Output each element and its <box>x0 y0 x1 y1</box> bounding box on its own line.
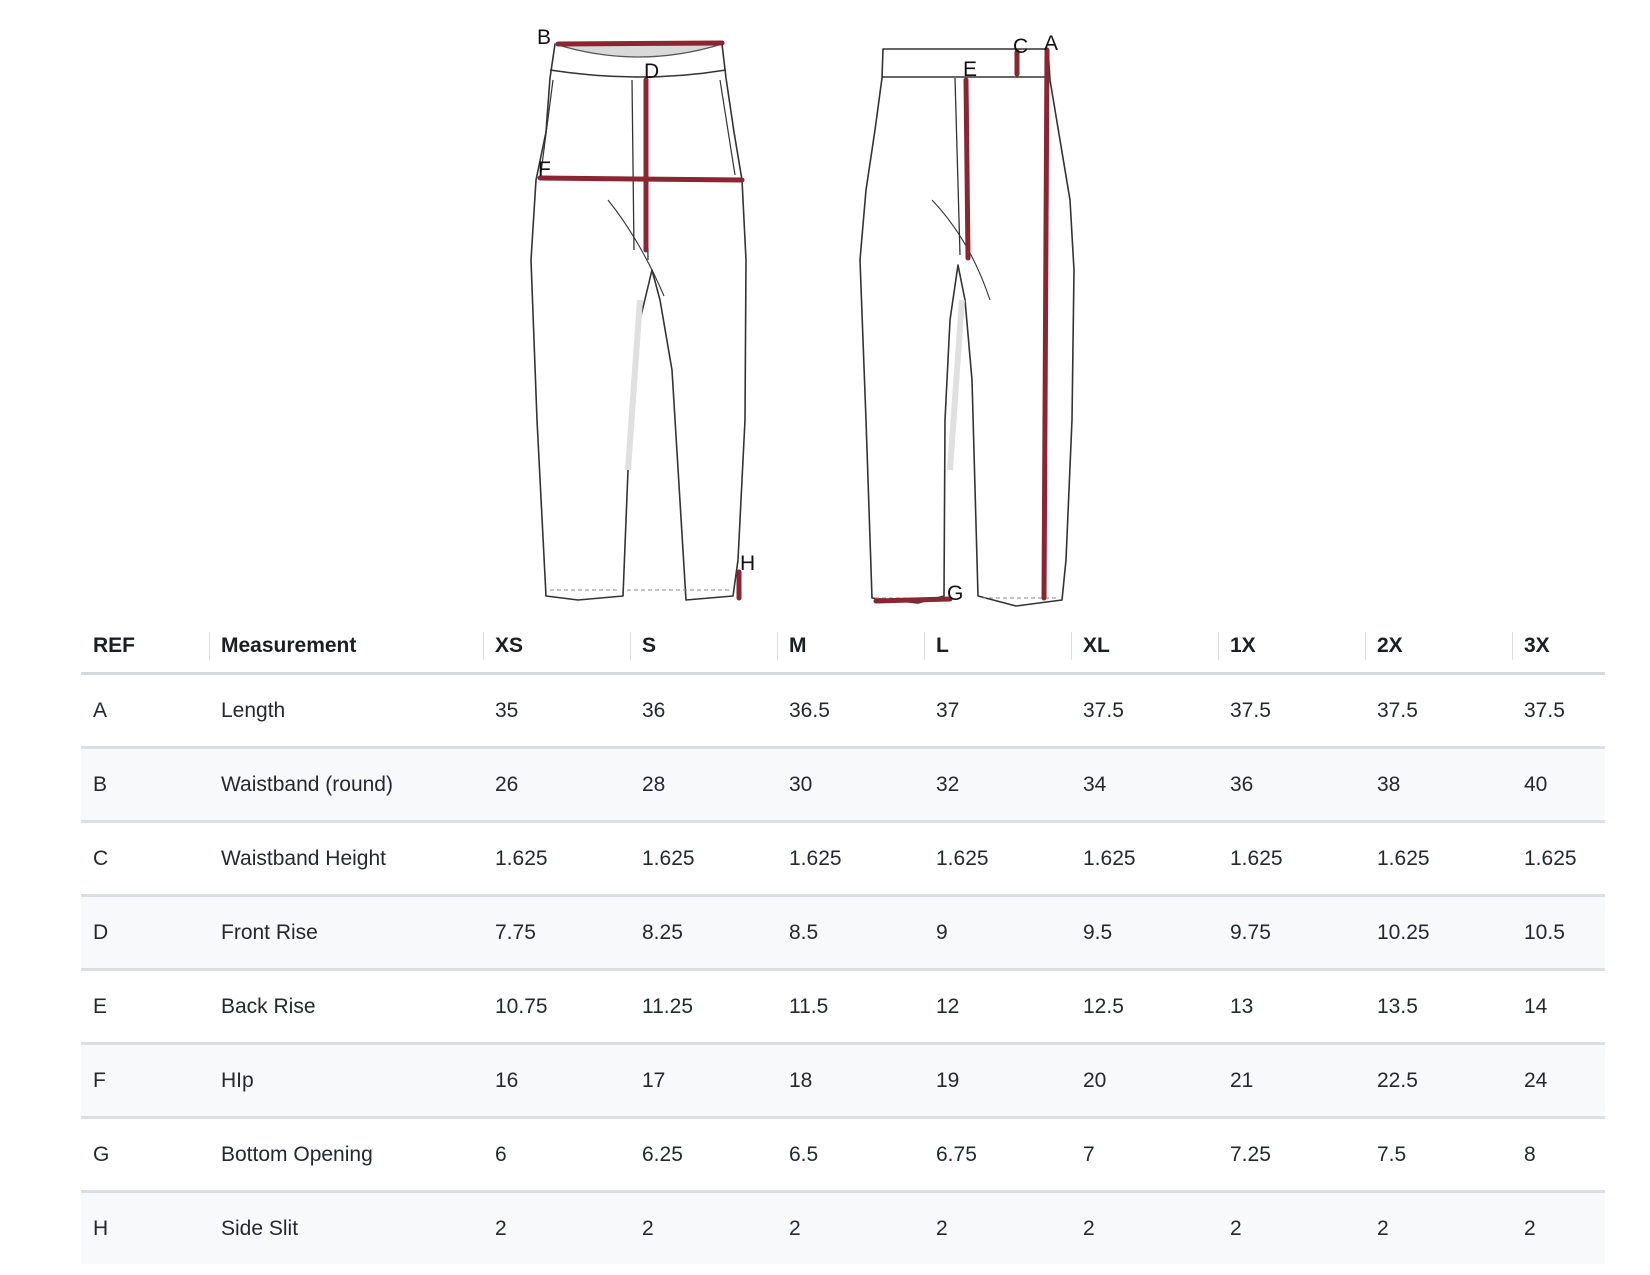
table-cell: 8.25 <box>630 896 777 970</box>
table-cell: 37 <box>924 674 1071 748</box>
table-cell: 6.75 <box>924 1118 1071 1192</box>
header-measurement: Measurement <box>209 620 483 674</box>
label-h: H <box>740 552 756 575</box>
table-cell: H <box>81 1192 209 1265</box>
table-cell: Waistband Height <box>209 822 483 896</box>
header-xs: XS <box>483 620 630 674</box>
table-cell: Length <box>209 674 483 748</box>
table-cell: HIp <box>209 1044 483 1118</box>
table-cell: Waistband (round) <box>209 748 483 822</box>
label-c: C <box>1013 35 1029 58</box>
table-cell: 30 <box>777 748 924 822</box>
table-cell: 1.625 <box>924 822 1071 896</box>
pants-measurement-diagram <box>0 0 1650 620</box>
table-row <box>81 748 1605 822</box>
table-cell: 11.5 <box>777 970 924 1044</box>
table-cell: 6.5 <box>777 1118 924 1192</box>
table-cell: 2 <box>777 1192 924 1265</box>
table-cell: 37.5 <box>1512 674 1605 748</box>
table-cell: 2 <box>1365 1192 1512 1265</box>
table-cell: 19 <box>924 1044 1071 1118</box>
table-cell: 1.625 <box>1071 822 1218 896</box>
table-cell: 37.5 <box>1365 674 1512 748</box>
header-3x: 3X <box>1512 620 1605 674</box>
table-row <box>81 896 1605 970</box>
label-f: F <box>538 158 551 181</box>
table-cell: 1.625 <box>1512 822 1605 896</box>
header-ref: REF <box>81 620 209 674</box>
header-xl: XL <box>1071 620 1218 674</box>
table-cell: 40 <box>1512 748 1605 822</box>
table-cell: 22.5 <box>1365 1044 1512 1118</box>
label-e: E <box>963 58 978 81</box>
measure-line-f <box>540 178 742 180</box>
table-cell: 2 <box>483 1192 630 1265</box>
table-cell: 1.625 <box>1365 822 1512 896</box>
table-cell: 28 <box>630 748 777 822</box>
table-cell: 6 <box>483 1118 630 1192</box>
measure-line-a <box>1044 50 1047 598</box>
table-cell: 1.625 <box>777 822 924 896</box>
size-chart-table <box>81 620 1605 1264</box>
table-cell: G <box>81 1118 209 1192</box>
table-cell: 2 <box>1071 1192 1218 1265</box>
table-cell: 1.625 <box>483 822 630 896</box>
table-cell: Back Rise <box>209 970 483 1044</box>
table-cell: B <box>81 748 209 822</box>
table-cell: 1.625 <box>630 822 777 896</box>
table-cell: 2 <box>1512 1192 1605 1265</box>
table-row <box>81 674 1605 748</box>
table-cell: 35 <box>483 674 630 748</box>
header-l: L <box>924 620 1071 674</box>
table-cell: 9.75 <box>1218 896 1365 970</box>
measure-line-e <box>966 80 968 258</box>
header-2x: 2X <box>1365 620 1512 674</box>
table-cell: 21 <box>1218 1044 1365 1118</box>
table-cell: 24 <box>1512 1044 1605 1118</box>
table-cell: 13 <box>1218 970 1365 1044</box>
table-cell: 37.5 <box>1071 674 1218 748</box>
table-cell: 36 <box>630 674 777 748</box>
table-cell: 2 <box>1218 1192 1365 1265</box>
table-cell: 20 <box>1071 1044 1218 1118</box>
table-cell: 2 <box>630 1192 777 1265</box>
table-cell: 37.5 <box>1218 674 1365 748</box>
label-g: G <box>947 582 964 605</box>
table-cell: 11.25 <box>630 970 777 1044</box>
table-cell: 2 <box>924 1192 1071 1265</box>
table-cell: 9.5 <box>1071 896 1218 970</box>
table-cell: D <box>81 896 209 970</box>
table-cell: 26 <box>483 748 630 822</box>
table-cell: E <box>81 970 209 1044</box>
table-cell: 7 <box>1071 1118 1218 1192</box>
table-cell: C <box>81 822 209 896</box>
table-row <box>81 1044 1605 1118</box>
table-cell: 17 <box>630 1044 777 1118</box>
table-cell: 8.5 <box>777 896 924 970</box>
label-d: D <box>644 60 660 83</box>
table-cell: 36 <box>1218 748 1365 822</box>
measure-line-g <box>876 599 950 601</box>
table-cell: 32 <box>924 748 1071 822</box>
table-cell: 12.5 <box>1071 970 1218 1044</box>
table-cell: 12 <box>924 970 1071 1044</box>
table-cell: 7.25 <box>1218 1118 1365 1192</box>
table-cell: 36.5 <box>777 674 924 748</box>
table-cell: 14 <box>1512 970 1605 1044</box>
table-cell: 1.625 <box>1218 822 1365 896</box>
label-b: B <box>537 26 552 49</box>
table-cell: 6.25 <box>630 1118 777 1192</box>
header-1x: 1X <box>1218 620 1365 674</box>
table-cell: 10.5 <box>1512 896 1605 970</box>
table-cell: 9 <box>924 896 1071 970</box>
table-row <box>81 1118 1605 1192</box>
table-header-row <box>81 620 1605 674</box>
table-cell: 10.25 <box>1365 896 1512 970</box>
header-m: M <box>777 620 924 674</box>
table-cell: 38 <box>1365 748 1512 822</box>
table-cell: Bottom Opening <box>209 1118 483 1192</box>
table-cell: 34 <box>1071 748 1218 822</box>
table-cell: Front Rise <box>209 896 483 970</box>
table-row <box>81 970 1605 1044</box>
header-s: S <box>630 620 777 674</box>
table-cell: F <box>81 1044 209 1118</box>
back-shadow <box>950 300 962 470</box>
table-cell: 8 <box>1512 1118 1605 1192</box>
table-row <box>81 1192 1605 1265</box>
table-cell: 7.75 <box>483 896 630 970</box>
table-cell: 10.75 <box>483 970 630 1044</box>
front-view-pants <box>531 44 746 600</box>
table-cell: 13.5 <box>1365 970 1512 1044</box>
table-cell: 16 <box>483 1044 630 1118</box>
table-row <box>81 822 1605 896</box>
table-cell: 18 <box>777 1044 924 1118</box>
table-cell: A <box>81 674 209 748</box>
table-cell: 7.5 <box>1365 1118 1512 1192</box>
measure-line-b <box>558 43 722 44</box>
table-cell: Side Slit <box>209 1192 483 1265</box>
label-a: A <box>1044 32 1059 55</box>
